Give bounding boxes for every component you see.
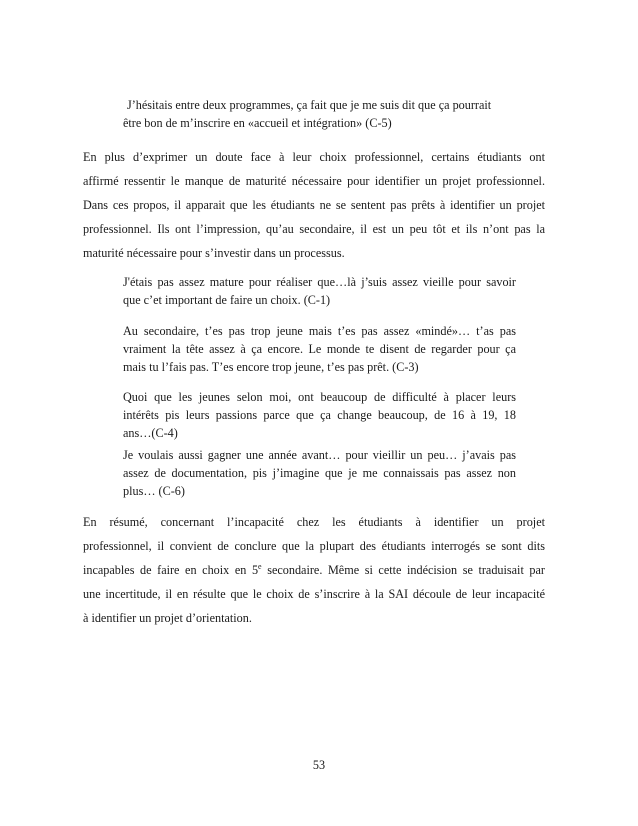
quote-line: mais tu l’fais pas. T’es encore trop jeune, t’es pas prêt. (C-3)	[123, 360, 419, 374]
quote-line: que c’et important de faire un choix. (C-1)	[123, 293, 331, 307]
paragraph-line: à identifier un projet d’orientation.	[83, 611, 252, 625]
quote-line: intérêts pis leurs passions parce que ça change beaucoup, de 16 à 19, 18	[123, 408, 516, 422]
quote-line: plus… (C-6)	[123, 484, 185, 498]
paragraph-summary	[83, 510, 545, 630]
paragraph-line: Dans ces propos, il apparait que les étudiants ne se sentent pas prêts à identifier un projet	[83, 198, 545, 212]
quote-c1	[123, 273, 516, 309]
paragraph-line: professionnel. Ils ont l’impression, qu’au secondaire, il est un peu tôt et ils n’ont pas la	[83, 222, 545, 236]
quote-hesitation	[123, 96, 523, 132]
quote-line: J'étais pas assez mature pour réaliser que…là j’suis assez vieille pour savoir	[123, 275, 516, 289]
quote-line: Au secondaire, t’es pas trop jeune mais t’es pas assez «mindé»… t’as pas	[123, 324, 516, 338]
quote-c4	[123, 388, 516, 442]
paragraph-line: affirmé ressentir le manque de maturité nécessaire pour identifier un projet professionnel.	[83, 174, 545, 188]
quote-c6	[123, 446, 516, 500]
paragraph-line: maturité nécessaire pour s’investir dans un processus.	[83, 246, 345, 260]
superscript-e: e	[258, 561, 262, 571]
page-number: 53	[312, 758, 326, 772]
line-segment: secondaire. Même si cette indécision se traduisait par	[261, 563, 545, 577]
quote-line: Je voulais aussi gagner une année avant… pour vieillir un peu… j’avais pas	[123, 448, 516, 462]
quote-line: ans…(C-4)	[123, 426, 178, 440]
quote-line: Quoi que les jeunes selon moi, ont beaucoup de difficulté à placer leurs	[123, 390, 516, 404]
paragraph-line: En résumé, concernant l’incapacité chez les étudiants à identifier un projet	[83, 515, 545, 529]
paragraph-line: une incertitude, il en résulte que le choix de s’inscrire à la SAI découle de leur incapacité	[83, 587, 545, 601]
paragraph-line: En plus d’exprimer un doute face à leur choix professionnel, certains étudiants ont	[83, 150, 545, 164]
line-segment: incapables de faire en choix en 5	[83, 563, 259, 577]
quote-line: J’hésitais entre deux programmes, ça fait que je me suis dit que ça pourrait	[127, 98, 492, 112]
quote-c3	[123, 322, 516, 376]
quote-line: vraiment la tête assez à ça encore. Le monde te disent de regarder pour ça	[123, 342, 516, 356]
paragraph-maturity	[83, 145, 545, 265]
paragraph-line: professionnel, il convient de conclure que la plupart des étudiants interrogés se sont dits	[83, 539, 545, 553]
quote-line: assez de documentation, pis j’imagine que je me connaissais pas assez non	[123, 466, 516, 480]
paragraph-line	[83, 558, 545, 582]
quote-line: être bon de m’inscrire en «accueil et intégration» (C-5)	[123, 116, 392, 130]
